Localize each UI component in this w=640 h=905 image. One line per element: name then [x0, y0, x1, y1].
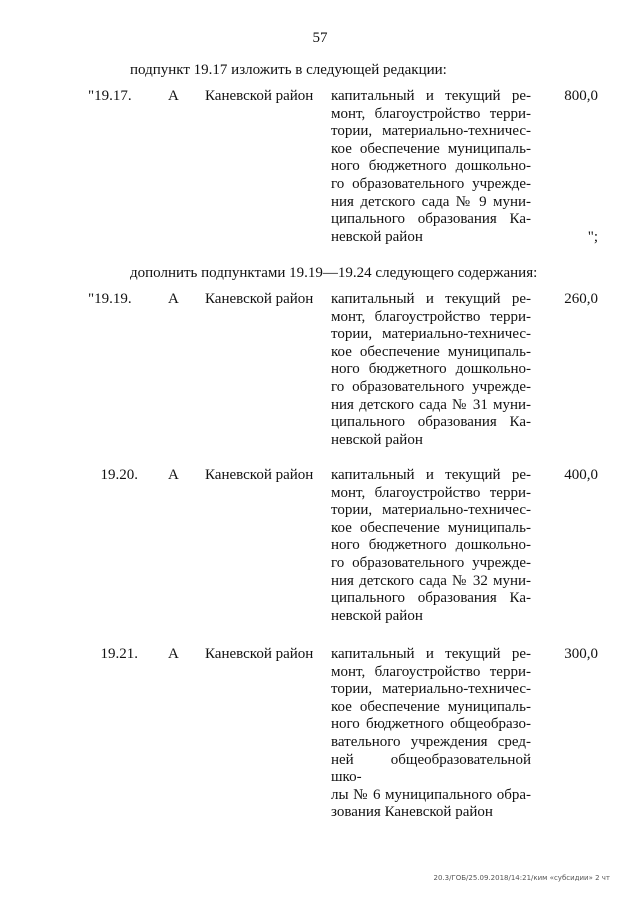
row-district: Каневской район [205, 646, 314, 662]
desc-line: кое обеспечение муниципаль- [331, 140, 531, 157]
row-category: А [168, 467, 179, 483]
desc-line: невской район [331, 228, 423, 245]
row-number: 19.21. [100, 646, 138, 662]
desc-line: кое обеспечение муниципаль- [331, 698, 531, 715]
row-number: 19.20. [100, 467, 138, 483]
closing-quote: "; [587, 229, 598, 245]
row-amount: 260,0 [564, 291, 598, 307]
row-district: Каневской район [205, 88, 314, 104]
desc-line: ного бюджетного общеобразо- [331, 716, 531, 733]
desc-line: лы № 6 муниципального обра- [331, 786, 531, 803]
desc-line: ного бюджетного дошкольно- [331, 537, 531, 554]
row-description [331, 467, 531, 625]
row-amount: 800,0 [564, 88, 598, 104]
row-description [331, 291, 531, 449]
row-amount: 400,0 [564, 467, 598, 483]
row-category: А [168, 88, 179, 104]
desc-line: капитальный и текущий ре- [331, 646, 531, 662]
document-footer-code: 20.3/ГОБ/25.09.2018/14:21/ким «субсидии» 2 чт [433, 874, 610, 882]
desc-line: го образовательного учрежде- [331, 378, 531, 395]
desc-line: ния детского сада № 32 муни- [331, 572, 531, 589]
desc-line: монт, благоустройство терри- [331, 663, 531, 680]
desc-line: го образовательного учрежде- [331, 175, 531, 192]
desc-line: зования Каневской район [331, 804, 493, 821]
desc-line: тории, материально-техничес- [331, 502, 531, 519]
desc-line: монт, благоустройство терри- [331, 308, 531, 325]
desc-line: капитальный и текущий ре- [331, 291, 531, 307]
row-district: Каневской район [205, 291, 314, 307]
row-number: "19.17. [88, 88, 132, 104]
page-number: 57 [312, 30, 328, 46]
desc-line: ного бюджетного дошкольно- [331, 158, 531, 175]
desc-line: монт, благоустройство терри- [331, 484, 531, 501]
desc-line: капитальный и текущий ре- [331, 88, 531, 104]
desc-line: ного бюджетного дошкольно- [331, 361, 531, 378]
desc-line: ния детского сада № 31 муни- [331, 396, 531, 413]
desc-line: ципального образования Ка- [331, 414, 531, 431]
desc-line: го образовательного учрежде- [331, 554, 531, 571]
desc-line: капитальный и текущий ре- [331, 467, 531, 483]
intro-paragraph-2: дополнить подпунктами 19.19—19.24 следующего содержания: [130, 265, 538, 281]
row-category: А [168, 646, 179, 662]
row-amount: 300,0 [564, 646, 598, 662]
desc-line: ципального образования Ка- [331, 590, 531, 607]
row-description [331, 88, 531, 246]
desc-line: невской район [331, 431, 423, 448]
intro-paragraph-1: подпункт 19.17 изложить в следующей редакции: [130, 62, 447, 78]
row-description [331, 646, 531, 822]
desc-line: монт, благоустройство терри- [331, 105, 531, 122]
desc-line: ципального образования Ка- [331, 211, 531, 228]
desc-line: вательного учреждения сред- [331, 733, 531, 750]
row-number: "19.19. [88, 291, 132, 307]
desc-line: ния детского сада № 9 муни- [331, 193, 531, 210]
desc-line: ней общеобразовательной шко- [331, 751, 531, 786]
desc-line: кое обеспечение муниципаль- [331, 519, 531, 536]
desc-line: тории, материально-техничес- [331, 123, 531, 140]
desc-line: тории, материально-техничес- [331, 681, 531, 698]
row-category: А [168, 291, 179, 307]
row-district: Каневской район [205, 467, 314, 483]
desc-line: кое обеспечение муниципаль- [331, 343, 531, 360]
desc-line: тории, материально-техничес- [331, 326, 531, 343]
desc-line: невской район [331, 607, 423, 624]
